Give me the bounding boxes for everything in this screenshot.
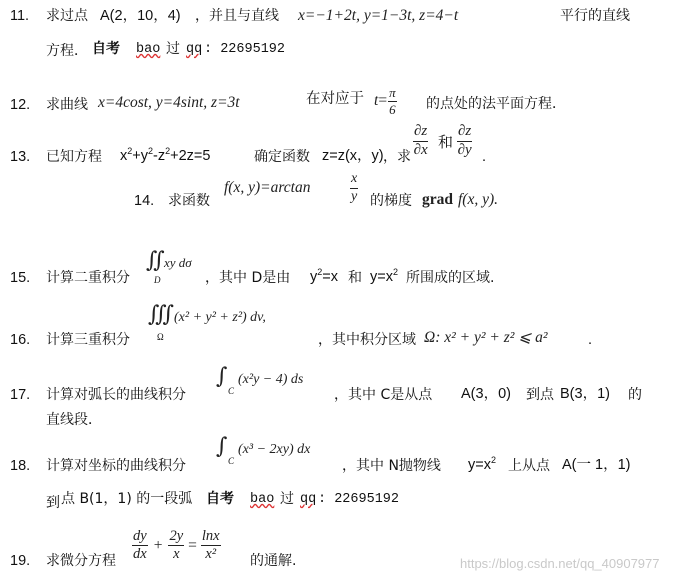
problem-number: 16. — [10, 332, 31, 348]
ad-text: : 22695192 — [204, 42, 286, 57]
integrand: (x²y − 4) ds — [238, 372, 304, 387]
ad-text: 自考 — [206, 491, 234, 507]
integrand: xy dσ — [164, 255, 192, 270]
problem-number: 14. — [134, 193, 155, 209]
integrand: (x³ − 2xy) dx — [238, 442, 311, 457]
problem-text: 求微分方程 — [46, 553, 116, 569]
parabola: $y=x^2$ — [468, 455, 496, 473]
ad-text: 过 — [166, 41, 180, 57]
problem-text: ，其中积分区域 — [318, 332, 416, 348]
curve-1: $y^2=x$ — [310, 267, 338, 285]
t-equals-pi-over-6: t= $\frac{\pi}{6}$ — [374, 85, 396, 117]
problem-number: 11. — [10, 8, 30, 24]
differential-equation: $\frac{dy}{dx}$ + $\frac{2y}{x}$ = $\frac{\ln x}{\text{x²}}$ — [133, 528, 220, 563]
triple-integral-icon: ∭ — [148, 302, 175, 327]
ad-text: 自考 — [92, 41, 120, 57]
problem-text: 直线段． — [46, 412, 102, 428]
ad-text: : 22695192 — [318, 492, 400, 507]
partial-z-y: $\frac{\partial z}{\partial y}$ — [457, 123, 472, 158]
problem-number: 18. — [10, 458, 31, 474]
problem-text: 到 — [46, 495, 60, 511]
curve-label: C — [228, 386, 235, 396]
problem-text: ，求 — [383, 149, 411, 165]
problem-text: 的 — [628, 387, 642, 403]
problem-text: 的通解. — [250, 553, 297, 569]
problem-text: 点 B(1，1) 的一段弧 — [61, 491, 193, 507]
point-a: A(一 1，1) — [562, 457, 631, 473]
curve-equation: x=4cost, y=4sint, z=3t — [98, 94, 240, 111]
problem-text: 计算二重积分 — [46, 270, 130, 286]
equation: $x^2+y^2-z^2+2z=5$ — [120, 146, 211, 164]
problem-text: 和 — [348, 270, 362, 286]
problem-text: 的梯度 — [370, 193, 412, 209]
ad-text-underlined: qq — [300, 492, 317, 507]
function-definition: f(x, y)=arctan — [224, 179, 311, 196]
implicit-function: z=z(x，y) — [322, 148, 384, 164]
point-b: B(3，1) — [560, 386, 610, 402]
problem-text: 和 — [438, 133, 454, 151]
problem-text: ，其中 D是由 — [205, 270, 291, 286]
problem-text: 求函数 — [168, 193, 210, 209]
region-definition: Ω: x² + y² + z² ⩽ a² — [424, 329, 548, 346]
curve-label: C — [228, 456, 235, 466]
problem-text: 的点处的法平面方程． — [426, 96, 566, 112]
problem-text: 求曲线 — [46, 97, 88, 113]
grad-argument: f(x, y). — [458, 191, 499, 208]
curve-2: $y=x^2$ — [370, 267, 398, 285]
partial-z-x: $\frac{\partial z}{\partial x}$ — [413, 123, 428, 158]
problem-text: 平行的直线 — [560, 8, 630, 24]
problem-text: 上从点 — [508, 458, 550, 474]
domain-label: D — [154, 275, 161, 285]
ad-text: 过 — [280, 491, 294, 507]
line-equation: x=−1+2t, y=1−3t, z=4−t — [298, 7, 459, 24]
point-a: A(2，10，4) — [100, 8, 181, 24]
integrand: (x² + y² + z²) dv, — [174, 310, 266, 325]
period: . — [482, 149, 487, 165]
problem-number: 13. — [10, 149, 31, 165]
problem-text: 计算对弧长的曲线积分 — [46, 387, 186, 403]
line-integral-icon: ∫ — [216, 434, 228, 459]
problem-number: 15. — [10, 270, 31, 286]
problem-text: ，其中 N抛物线 — [342, 458, 441, 474]
problem-text: ，并且与直线 — [195, 8, 279, 24]
problem-number: 19. — [10, 553, 31, 569]
problem-text: 所围成的区域. — [406, 270, 495, 286]
problem-text: 方程． — [46, 43, 88, 59]
grad-operator: grad — [422, 191, 453, 208]
period: . — [588, 332, 593, 348]
problem-number: 12. — [10, 97, 31, 113]
ad-text-underlined: bao — [250, 492, 275, 507]
line-integral-icon: ∫ — [216, 364, 228, 389]
ad-text-underlined: qq — [186, 42, 203, 57]
problem-text: 已知方程 — [46, 149, 102, 165]
problem-number: 17. — [10, 387, 31, 403]
problem-text: 到点 — [526, 387, 554, 403]
point-a: A(3，0) — [461, 386, 511, 402]
problem-text: 求过点 — [46, 8, 88, 24]
domain-label: Ω — [157, 332, 164, 342]
problem-text: ，其中 C是从点 — [334, 387, 433, 403]
problem-text: 确定函数 — [254, 149, 310, 165]
ad-text-underlined: bao — [136, 42, 161, 57]
problem-text: 计算三重积分 — [46, 332, 130, 348]
watermark: https://blog.csdn.net/qq_40907977 — [460, 556, 660, 571]
double-integral-icon: ∬ — [146, 248, 165, 273]
x-over-y: $\frac{x}{y}$ — [351, 171, 358, 204]
problem-text: 计算对坐标的曲线积分 — [46, 458, 186, 474]
problem-text: 在对应于 — [306, 91, 364, 107]
